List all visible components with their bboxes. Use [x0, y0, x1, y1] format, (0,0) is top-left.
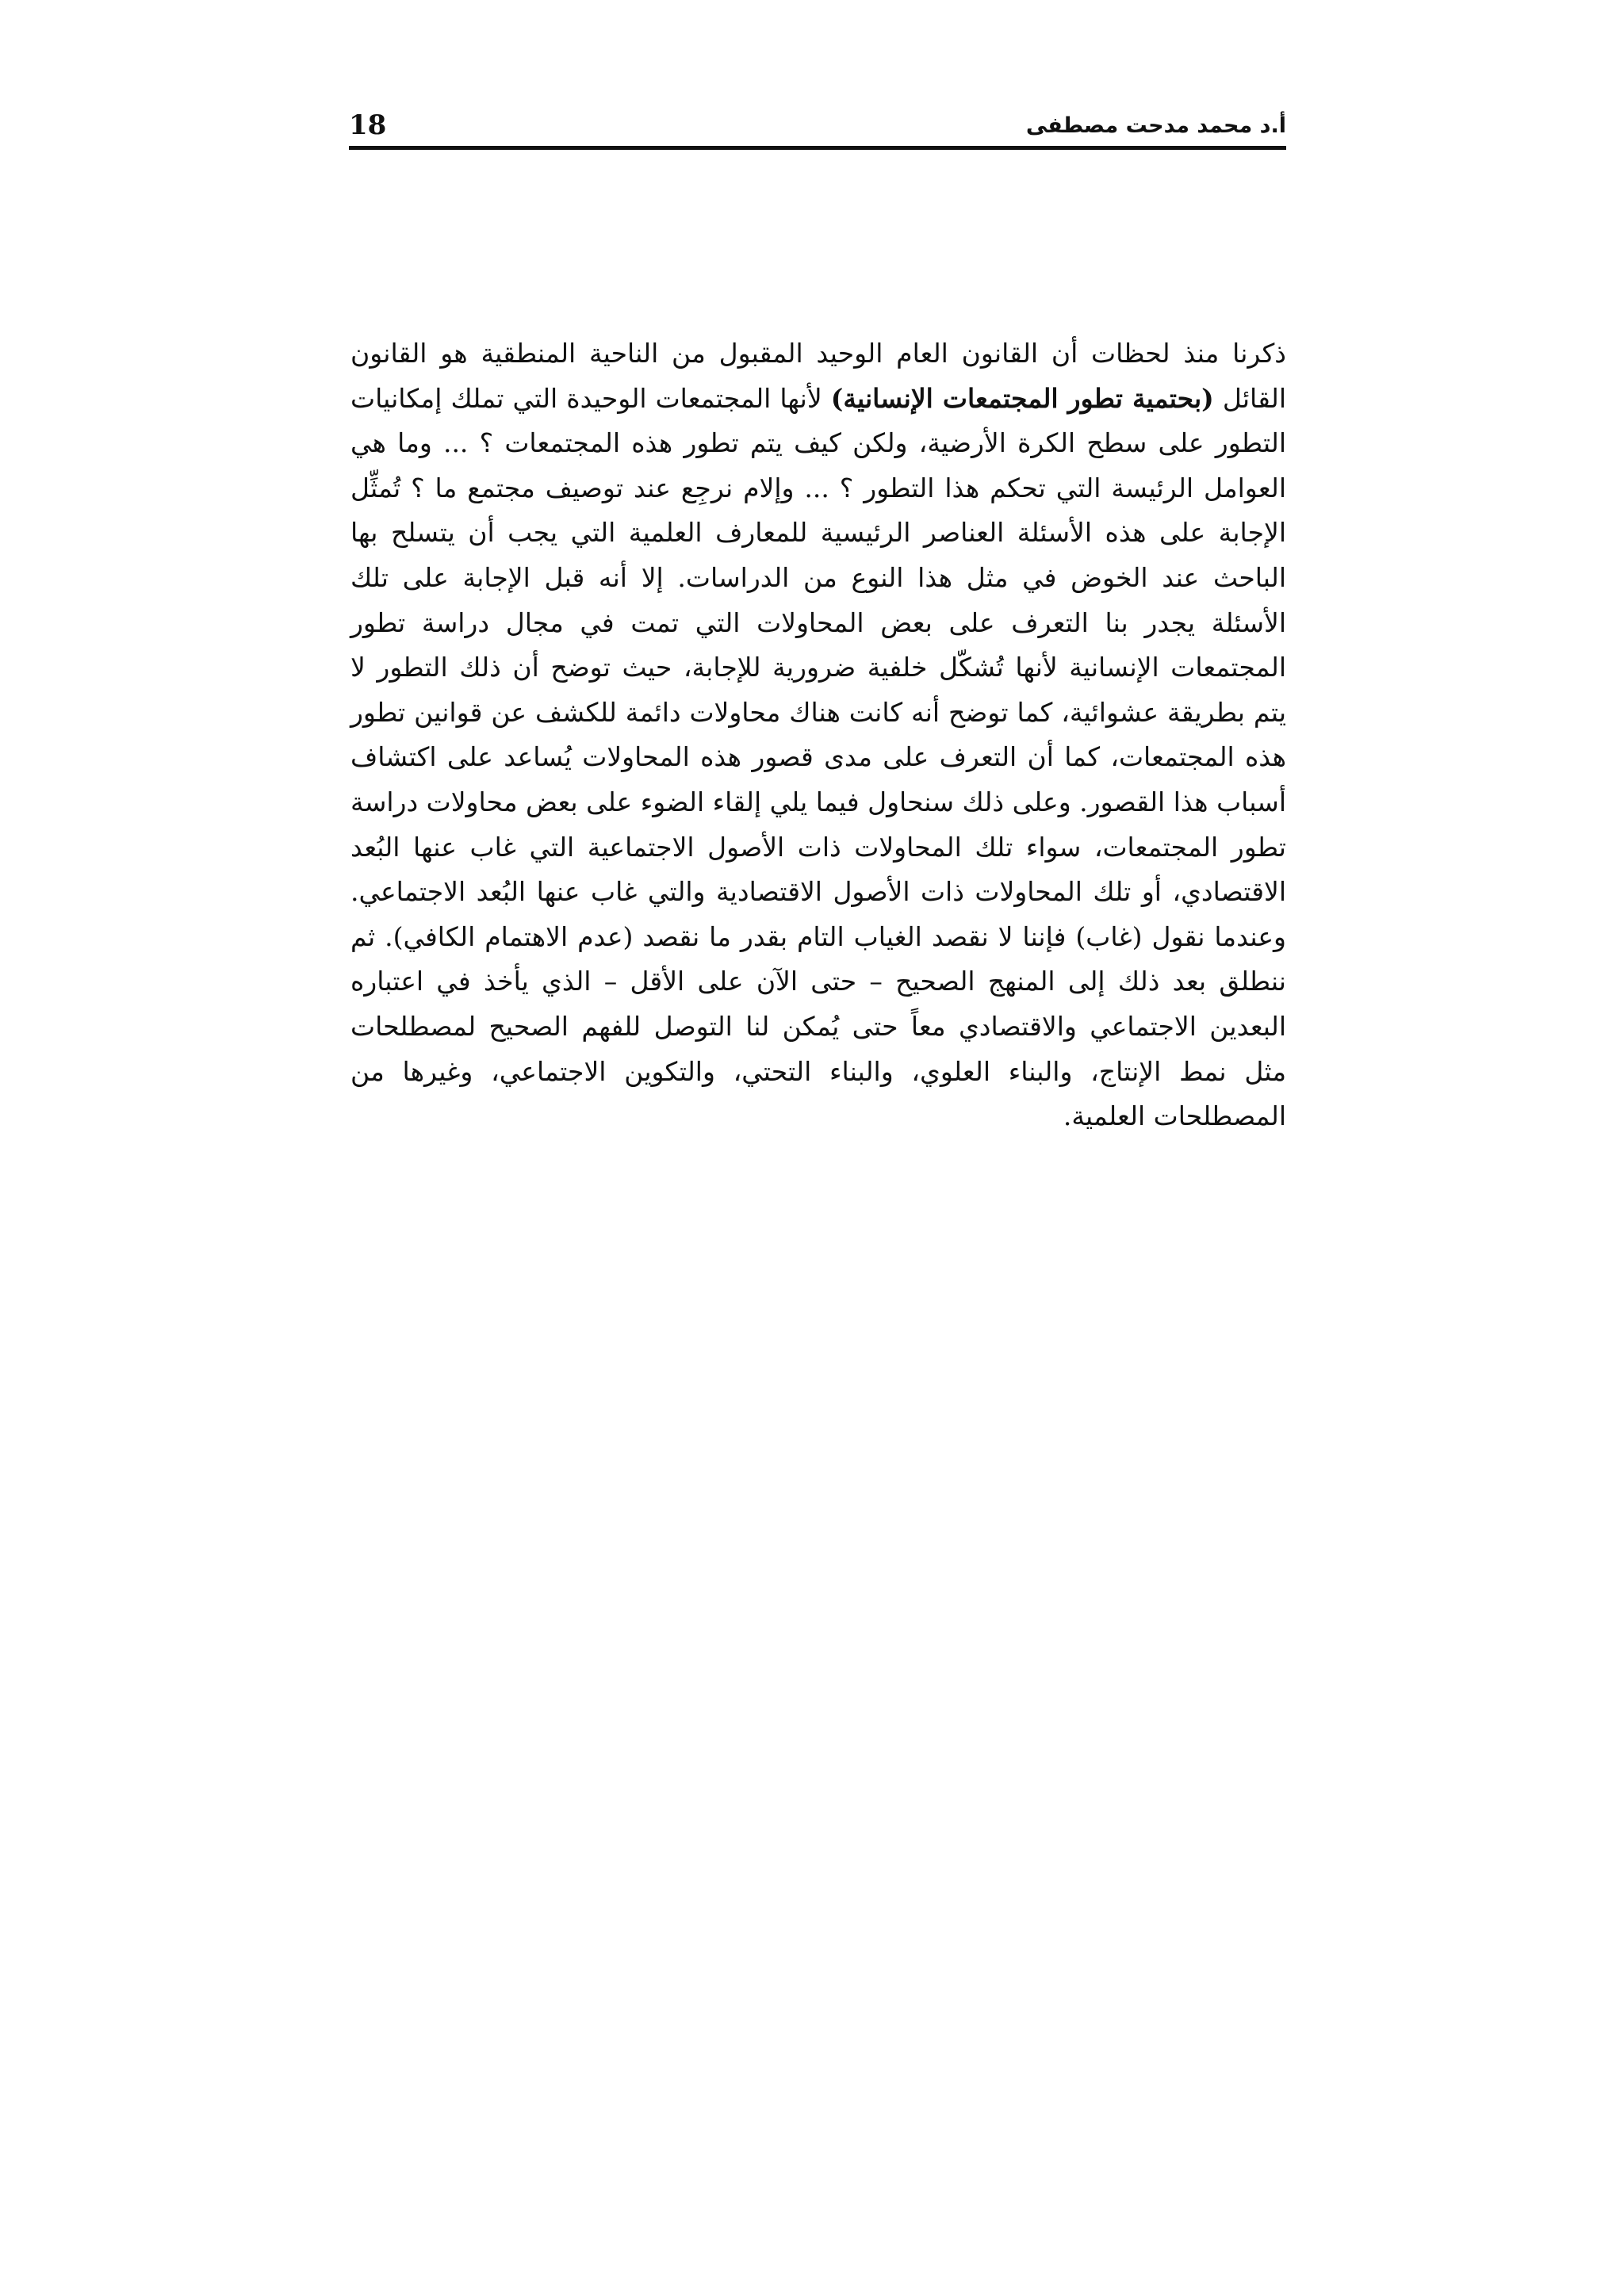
paragraph-text-rest: لأنها المجتمعات الوحيدة التي تملك إمكانيات التطور على سطح الكرة الأرضية، ولكن كيف يتم تطور هذه المجتمعات ؟ ... وما هي العوامل الرئيسة التي تحكم هذا التطور ؟ ... وإلام نرجِع عند توصيف مجتمع ما ؟ تُمثِّل الإجابة على هذه الأسئلة العناصر الرئيسية للمعارف العلمية التي يجب أن يتسلح بها الباحث عند الخوض في مثل هذا النوع من الدراسات. إلا أنه قبل الإجابة على تلك الأسئلة يجدر بنا التعرف على بعض المحاولات التي تمت في مجال دراسة تطور المجتمعات الإنسانية لأنها تُشكّل خلفية ضرورية للإجابة، حيث توضح أن ذلك التطور لا يتم بطريقة عشوائية، كما توضح أنه كانت هناك محاولات دائمة للكشف عن قوانين تطور هذه المجتمعات، كما أن التعرف على مدى قصور هذه المحاولات يُساعد على اكتشاف أسباب هذا القصور. وعلى ذلك سنحاول فيما يلي إلقاء الضوء على بعض محاولات دراسة تطور المجتمعات، سواء تلك المحاولات ذات الأصول الاجتماعية التي غاب عنها البُعد الاقتصادي، أو تلك المحاولات ذات الأصول الاقتصادية والتي غاب عنها البُعد الاجتماعي. وعندما نقول (غاب) فإننا لا نقصد الغياب التام بقدر ما نقصد (عدم الاهتمام الكافي). ثم ننطلق بعد ذلك إلى المنهج الصحيح – حتى الآن على الأقل – الذي يأخذ في اعتباره البعدين الاجتماعي والاقتصادي معاً حتى يُمكن لنا التوصل للفهم الصحيح لمصطلحات مثل نمط الإنتاج، والبناء العلوي، والبناء التحتي، والتكوين الاجتماعي، وغيرها من المصطلحات العلمية. — [350, 382, 1286, 1132]
body-paragraph — [350, 331, 1286, 1139]
running-header — [349, 101, 1286, 149]
bold-phrase: (بحتمية تطور المجتمعات الإنسانية) — [830, 382, 1214, 414]
header-rule — [349, 146, 1286, 150]
paragraph-text-start: ذكرنا منذ لحظات أن القانون العام الوحيد المقبول من الناحية المنطقية هو القانون القائل — [350, 338, 1286, 414]
page-number: 18 — [349, 109, 387, 141]
author-name: أ.د محمد مدحت مصطفى — [1025, 113, 1286, 138]
